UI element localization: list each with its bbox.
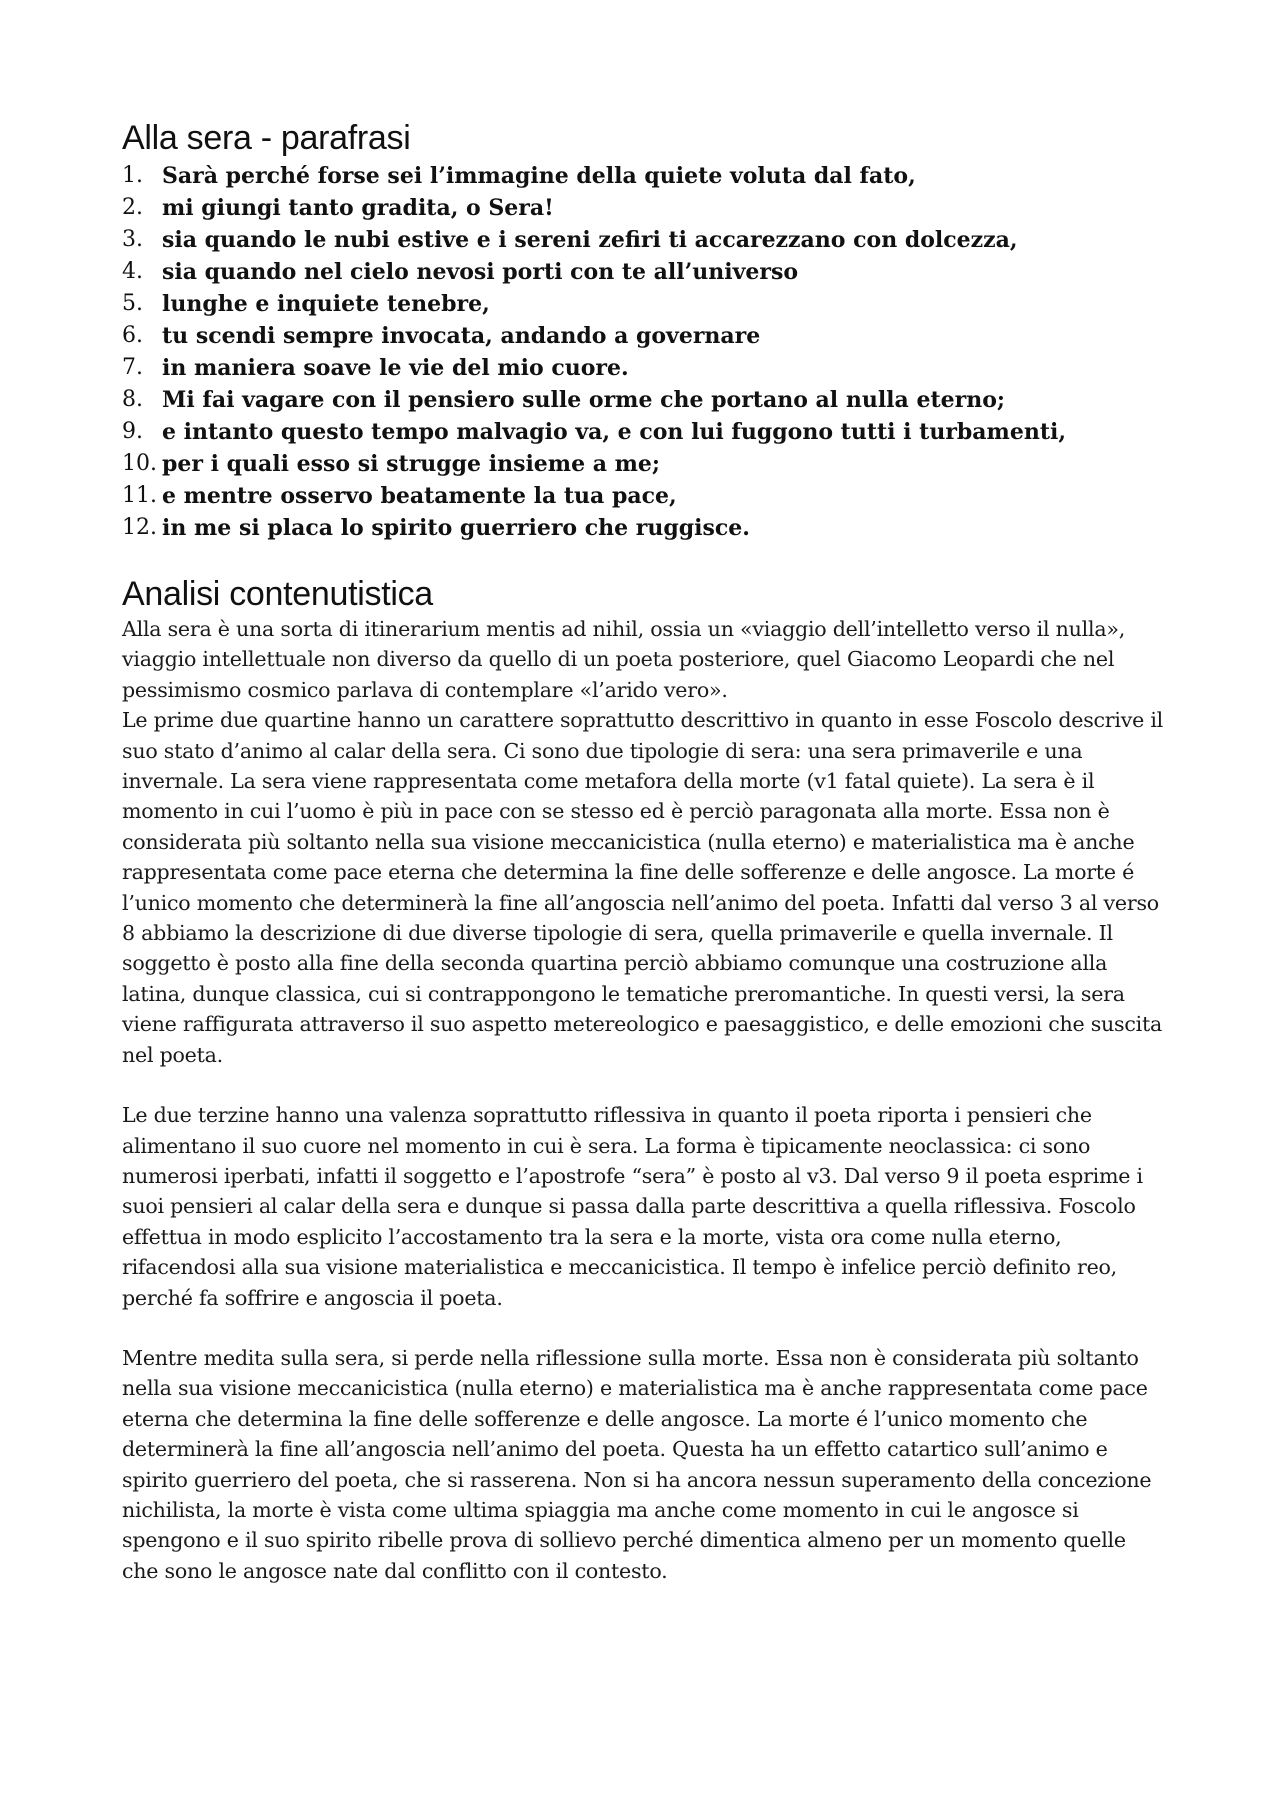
line-text: in maniera soave le vie del mio cuore.	[162, 355, 629, 381]
list-item	[122, 160, 1167, 192]
line-number: 7.	[122, 355, 143, 380]
line-text: Mi fai vagare con il pensiero sulle orme che portano al nulla eterno;	[162, 387, 1005, 413]
list-item	[122, 384, 1167, 416]
line-number: 9.	[122, 419, 143, 444]
line-text: e mentre osservo beatamente la tua pace,	[162, 483, 677, 509]
paragraph: Le prime due quartine hanno un carattere soprattutto descrittivo in quanto in esse Foscolo descrive il suo stato d’animo al calar della sera. Ci sono due tipologie di sera: una sera primaverile e una invernale. La sera viene rappresentata come metafora della morte (v1 fatal quiete). La sera è il momento in cui l’uomo è più in pace con se stesso ed è perciò paragonata alla morte. Essa non è considerata più soltanto nella sua visione meccanicistica (nulla eterno) e materialistica ma è anche rappresentata come pace eterna che determina la fine delle sofferenze e delle angosce. La morte é l’unico momento che determinerà la fine all’angoscia nell’animo del poeta. Infatti dal verso 3 al verso 8 abbiamo la descrizione di due diverse tipologie di sera, quella primaverile e quella invernale. Il soggetto è posto alla fine della seconda quartina perciò abbiamo comunque una costruzione alla latina, dunque classica, cui si contrappongono le tematiche preromantiche. In questi versi, la sera viene raffigurata attraverso il suo aspetto metereologico e paesaggistico, e delle emozioni che suscita nel poeta.	[122, 708, 1164, 1067]
list-item	[122, 352, 1167, 384]
line-number: 4.	[122, 259, 143, 284]
list-item	[122, 416, 1167, 448]
line-number: 2.	[122, 195, 143, 220]
list-item	[122, 224, 1167, 256]
line-number: 12.	[122, 515, 157, 540]
list-item	[122, 448, 1167, 480]
paragraph: Mentre medita sulla sera, si perde nella riflessione sulla morte. Essa non è considerata più soltanto nella sua visione meccanicistica (nulla eterno) e materialistica ma è anche rappresentata come pace eterna che determina la fine delle sofferenze e delle angosce. La morte é l’unico momento che determinerà la fine all’angoscia nell’animo del poeta. Questa ha un effetto catartico sull’animo e spirito guerriero del poeta, che si rasserena. Non si ha ancora nessun superamento della concezione nichilista, la morte è vista come ultima spiaggia ma anche come momento in cui le angosce si spengono e il suo spirito ribelle prova di sollievo perché dimentica almeno per un momento quelle che sono le angosce nate dal conflitto con il contesto.	[122, 1345, 1152, 1583]
paragraph: Alla sera è una sorta di itinerarium mentis ad nihil, ossia un «viaggio dell’intelletto verso il nulla», viaggio intellettuale non diverso da quello di un poeta posteriore, quel Giacomo Leopardi che nel pessimismo cosmico parlava di contemplare «l’arido vero».	[122, 617, 1126, 702]
list-item	[122, 512, 1167, 544]
line-text: per i quali esso si strugge insieme a me;	[162, 451, 661, 477]
paragraph: Le due terzine hanno una valenza soprattutto riflessiva in quanto il poeta riporta i pensieri che alimentano il suo cuore nel momento in cui è sera. La forma è tipicamente neoclassica: ci sono numerosi iperbati, infatti il soggetto e l’apostrofe “sera” è posto al v3. Dal verso 9 il poeta esprime i suoi pensieri al calar della sera e dunque si passa dalla parte descrittiva a quella riflessiva. Foscolo effettua in modo esplicito l’accostamento tra la sera e la morte, vista ora come nulla eterno, rifacendosi alla sua visione materialistica e meccanicistica. Il tempo è infelice perciò definito reo, perché fa soffrire e angoscia il poeta.	[122, 1103, 1143, 1310]
line-number: 3.	[122, 227, 143, 252]
line-text: e intanto questo tempo malvagio va, e con lui fuggono tutti i turbamenti,	[162, 419, 1067, 445]
heading-parafrasi: Alla sera - parafrasi	[122, 119, 411, 157]
line-text: in me si placa lo spirito guerriero che ruggisce.	[162, 515, 750, 541]
line-number: 5.	[122, 291, 143, 316]
line-number: 10.	[122, 451, 157, 476]
line-number: 1.	[122, 163, 143, 188]
line-text: sia quando le nubi estive e i sereni zefiri ti accarezzano con dolcezza,	[162, 227, 1018, 253]
list-item	[122, 480, 1167, 512]
line-text: lunghe e inquiete tenebre,	[162, 291, 490, 317]
line-number: 8.	[122, 387, 143, 412]
line-number: 11.	[122, 483, 157, 508]
line-text: mi giungi tanto gradita, o Sera!	[162, 195, 554, 221]
line-text: Sarà perché forse sei l’immagine della quiete voluta dal fato,	[162, 163, 916, 189]
heading-analisi: Analisi contenutistica	[122, 575, 433, 613]
list-item	[122, 256, 1167, 288]
analisi-body	[122, 614, 1167, 1586]
list-item	[122, 192, 1167, 224]
line-number: 6.	[122, 323, 143, 348]
line-text: tu scendi sempre invocata, andando a governare	[162, 323, 761, 349]
line-text: sia quando nel cielo nevosi porti con te all’universo	[162, 259, 799, 285]
list-item	[122, 320, 1167, 352]
parafrasi-list	[122, 160, 1167, 544]
list-item	[122, 288, 1167, 320]
document-page	[122, 118, 1167, 1586]
